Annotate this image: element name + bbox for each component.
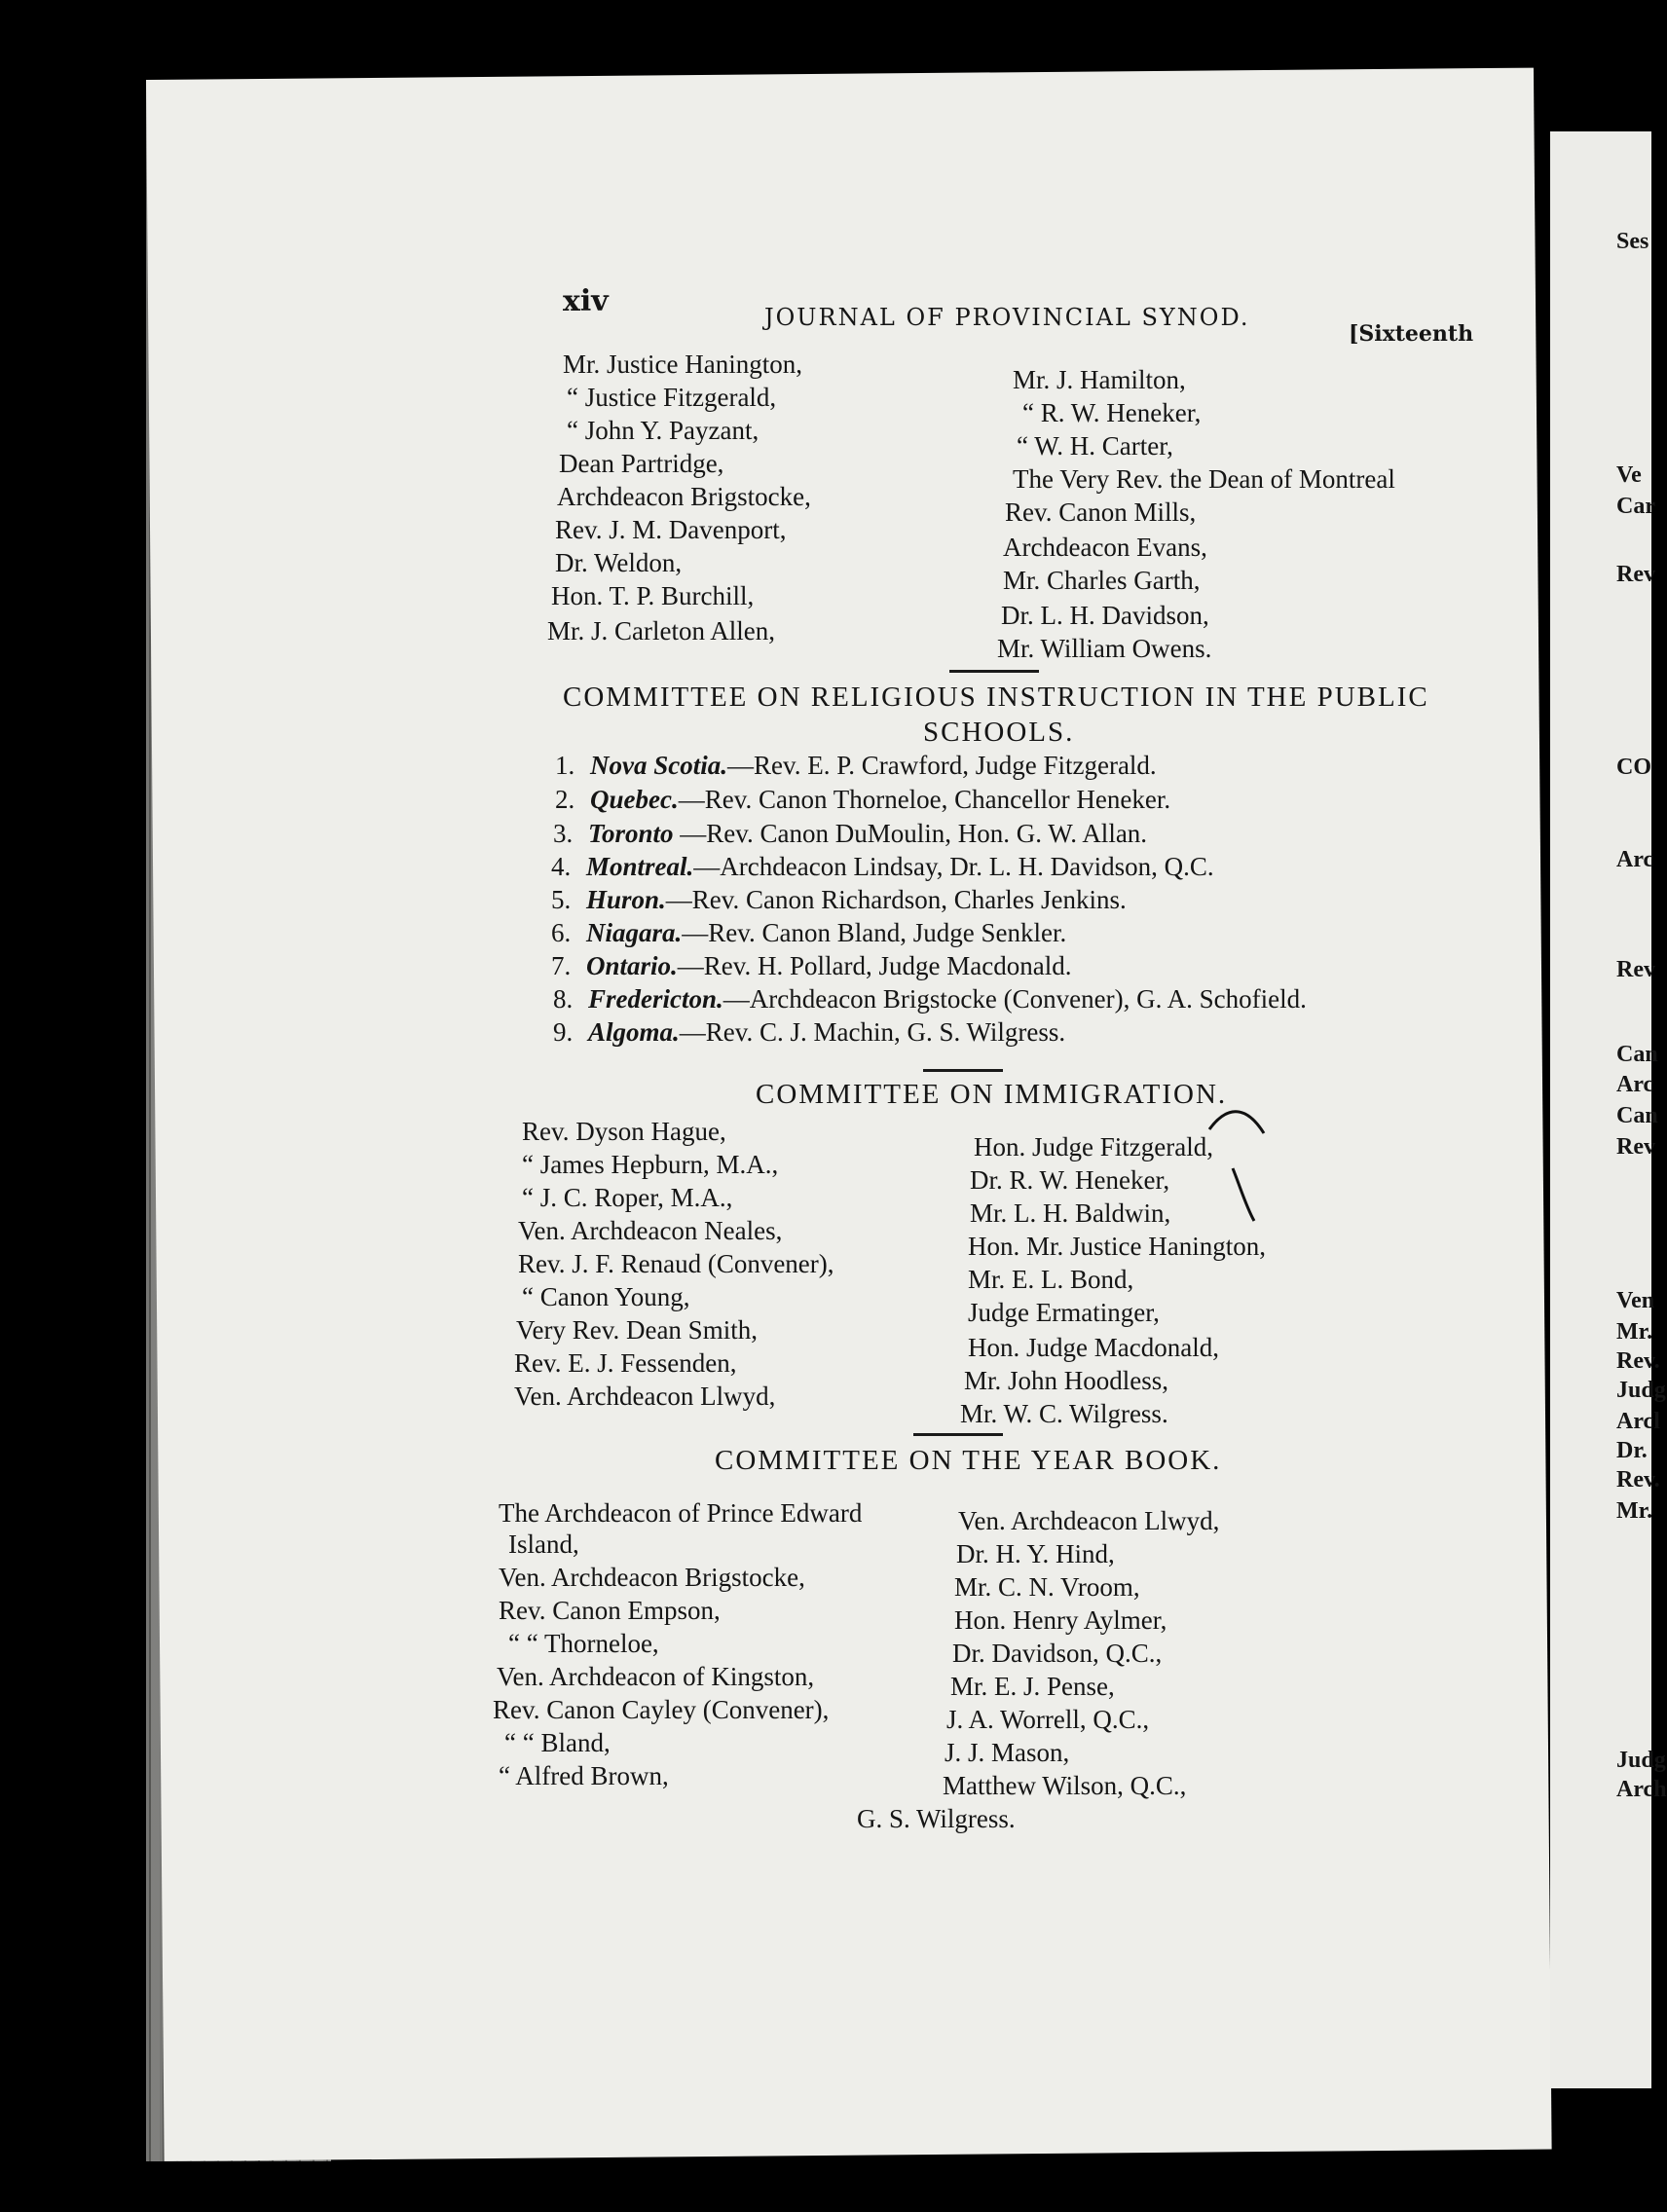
facing-page-text: Ses [1616, 229, 1649, 254]
list-item [553, 983, 1307, 1015]
member-name: Rev. Dyson Hague, [522, 1117, 726, 1146]
member-name: Mr. E. J. Pense, [950, 1672, 1115, 1701]
member-name: Rev. J. F. Renaud (Convener), [518, 1249, 834, 1278]
running-title: JOURNAL OF PROVINCIAL SYNOD. [764, 304, 1250, 331]
item-number: 3. [553, 819, 574, 848]
member-name: Dr. L. H. Davidson, [1001, 601, 1209, 630]
member-name: Archdeacon Evans, [1003, 533, 1207, 562]
member-name: Hon. Judge Macdonald, [968, 1333, 1219, 1362]
member-name: Ven. Archdeacon Llwyd, [514, 1382, 776, 1411]
facing-page-text: Judg [1616, 1378, 1666, 1403]
member-name: “ John Y. Payzant, [567, 416, 759, 445]
diocese-name: Algoma. [588, 1017, 680, 1047]
section-heading: COMMITTEE ON THE YEAR BOOK. [715, 1445, 1222, 1476]
member-name: The Very Rev. the Dean of Montreal [1013, 464, 1395, 494]
facing-page-text: Rev [1616, 562, 1655, 587]
handwritten-bracket-mark [1205, 1100, 1276, 1227]
facing-page-text: Can [1616, 1103, 1658, 1128]
member-name: Mr. L. H. Baldwin, [970, 1198, 1171, 1228]
member-name: Rev. Canon Cayley (Convener), [493, 1695, 830, 1724]
item-number: 7. [551, 951, 572, 980]
member-name: Hon. Judge Fitzgerald, [974, 1132, 1213, 1161]
member-name: J. A. Worrell, Q.C., [946, 1705, 1150, 1734]
section-divider [913, 1433, 1003, 1436]
item-members: —Rev. Canon DuMoulin, Hon. G. W. Allan. [673, 819, 1148, 848]
member-name: Hon. Henry Aylmer, [954, 1605, 1167, 1635]
member-name: Mr. John Hoodless, [964, 1366, 1169, 1395]
member-name: Judge Ermatinger, [968, 1298, 1160, 1327]
item-members: —Archdeacon Brigstocke (Convener), G. A. Schofield. [722, 984, 1307, 1014]
item-number: 9. [553, 1017, 574, 1047]
diocese-name: Nova Scotia. [590, 751, 727, 780]
diocese-name: Quebec. [590, 785, 679, 814]
book-page [146, 68, 1552, 2161]
facing-page-text: Rev. [1616, 1467, 1660, 1493]
diocese-name: Fredericton. [588, 984, 723, 1014]
member-name: Dr. Weldon, [555, 548, 683, 577]
section-heading: SCHOOLS. [923, 717, 1075, 748]
member-name: Ven. Archdeacon Brigstocke, [499, 1563, 805, 1592]
item-number: 1. [555, 751, 575, 780]
member-name: “ Justice Fitzgerald, [567, 383, 777, 412]
member-name: “ R. W. Heneker, [1022, 398, 1202, 427]
item-number: 8. [553, 984, 574, 1014]
facing-page-text: Arcl [1616, 1409, 1660, 1434]
item-members: —Rev. Canon Richardson, Charles Jenkins. [665, 885, 1127, 914]
member-name: Rev. E. J. Fessenden, [514, 1348, 737, 1378]
item-number: 4. [551, 852, 572, 881]
member-name: Mr. J. Hamilton, [1013, 365, 1186, 394]
member-name: Mr. W. C. Wilgress. [960, 1399, 1168, 1428]
member-name: Very Rev. Dean Smith, [516, 1315, 758, 1345]
item-number: 6. [551, 918, 572, 947]
item-members: —Rev. Canon Thorneloe, Chancellor Heneker. [678, 785, 1171, 814]
member-name: Ven. Archdeacon of Kingston, [497, 1662, 815, 1691]
member-name: “ Alfred Brown, [499, 1761, 669, 1790]
facing-page-text: Mr. [1616, 1498, 1653, 1524]
member-name: Island, [508, 1530, 579, 1559]
member-name: “ James Hepburn, M.A., [522, 1150, 779, 1179]
item-members: —Rev. Canon Bland, Judge Senkler. [682, 918, 1067, 947]
session-label: [Sixteenth [1349, 321, 1474, 347]
item-members: —Rev. C. J. Machin, G. S. Wilgress. [679, 1017, 1066, 1047]
member-name: “ W. H. Carter, [1017, 431, 1173, 461]
member-name: Mr. Justice Hanington, [563, 350, 802, 379]
list-item [551, 851, 1214, 883]
member-name: Dr. R. W. Heneker, [970, 1165, 1170, 1195]
member-name: “ “ Thorneloe, [508, 1629, 659, 1658]
member-name: “ “ Bland, [504, 1728, 611, 1757]
diocese-name: Niagara. [586, 918, 683, 947]
member-name: Mr. E. L. Bond, [968, 1265, 1134, 1294]
section-heading: COMMITTEE ON IMMIGRATION. [756, 1079, 1228, 1110]
facing-page-text: CO [1616, 755, 1651, 780]
member-name: Mr. C. N. Vroom, [954, 1572, 1140, 1602]
facing-page-text: Ve [1616, 462, 1642, 488]
facing-page-text: Rev. [1616, 1348, 1660, 1374]
list-item [553, 1016, 1065, 1049]
facing-page-text: Dr. [1616, 1438, 1648, 1463]
member-name: The Archdeacon of Prince Edward [499, 1498, 863, 1528]
diocese-name: Toronto [588, 819, 674, 848]
list-item [551, 917, 1066, 949]
item-members: —Archdeacon Lindsay, Dr. L. H. Davidson, Q.C. [693, 852, 1214, 881]
list-item [555, 784, 1170, 816]
member-name: Rev. J. M. Davenport, [555, 515, 787, 544]
list-item [553, 818, 1147, 850]
item-number: 2. [555, 785, 575, 814]
member-name: Archdeacon Brigstocke, [557, 482, 811, 511]
section-heading: COMMITTEE ON RELIGIOUS INSTRUCTION IN THE PUBLIC [563, 682, 1429, 713]
facing-page-text: Can [1616, 1042, 1658, 1067]
folio-number: xiv [563, 284, 609, 318]
member-name: Mr. Charles Garth, [1003, 566, 1201, 595]
member-name: “ Canon Young, [522, 1282, 690, 1311]
facing-page-text: Arc [1616, 847, 1654, 872]
facing-page-text: Ven [1616, 1288, 1655, 1313]
member-name: Dr. H. Y. Hind, [956, 1539, 1115, 1568]
member-name: Mr. William Owens. [997, 634, 1212, 663]
member-name: Hon. T. P. Burchill, [551, 581, 755, 610]
facing-page-text: Mr. [1616, 1319, 1653, 1345]
diocese-name: Huron. [586, 885, 666, 914]
item-members: —Rev. E. P. Crawford, Judge Fitzgerald. [727, 751, 1157, 780]
facing-page-text: Arc [1616, 1072, 1654, 1097]
member-name: Rev. Canon Empson, [499, 1596, 721, 1625]
facing-page-strip [1550, 131, 1667, 2088]
list-item [551, 950, 1071, 982]
facing-page-text: Rev [1616, 1134, 1655, 1160]
section-divider [949, 670, 1039, 673]
list-item [551, 884, 1127, 916]
diocese-name: Ontario. [586, 951, 678, 980]
member-name: Hon. Mr. Justice Hanington, [968, 1232, 1266, 1261]
member-name: Dr. Davidson, Q.C., [952, 1639, 1163, 1668]
diocese-name: Montreal. [586, 852, 694, 881]
member-name: Mr. J. Carleton Allen, [547, 616, 775, 645]
section-divider [923, 1069, 1003, 1072]
item-number: 5. [551, 885, 572, 914]
member-name: Ven. Archdeacon Llwyd, [958, 1506, 1220, 1535]
facing-page-text: Judg [1616, 1748, 1666, 1773]
list-item [555, 750, 1157, 782]
member-name: Ven. Archdeacon Neales, [518, 1216, 783, 1245]
member-name: J. J. Mason, [945, 1738, 1070, 1767]
member-name: Dean Partridge, [559, 449, 724, 478]
item-members: —Rev. H. Pollard, Judge Macdonald. [677, 951, 1072, 980]
facing-page-text: Rev [1616, 957, 1655, 982]
facing-page-text: Arch [1616, 1777, 1667, 1802]
member-name: Matthew Wilson, Q.C., [943, 1771, 1187, 1800]
member-name: Rev. Canon Mills, [1005, 498, 1197, 527]
member-name: G. S. Wilgress. [857, 1804, 1016, 1833]
facing-page-text: Car [1616, 494, 1655, 519]
member-name: “ J. C. Roper, M.A., [522, 1183, 733, 1212]
